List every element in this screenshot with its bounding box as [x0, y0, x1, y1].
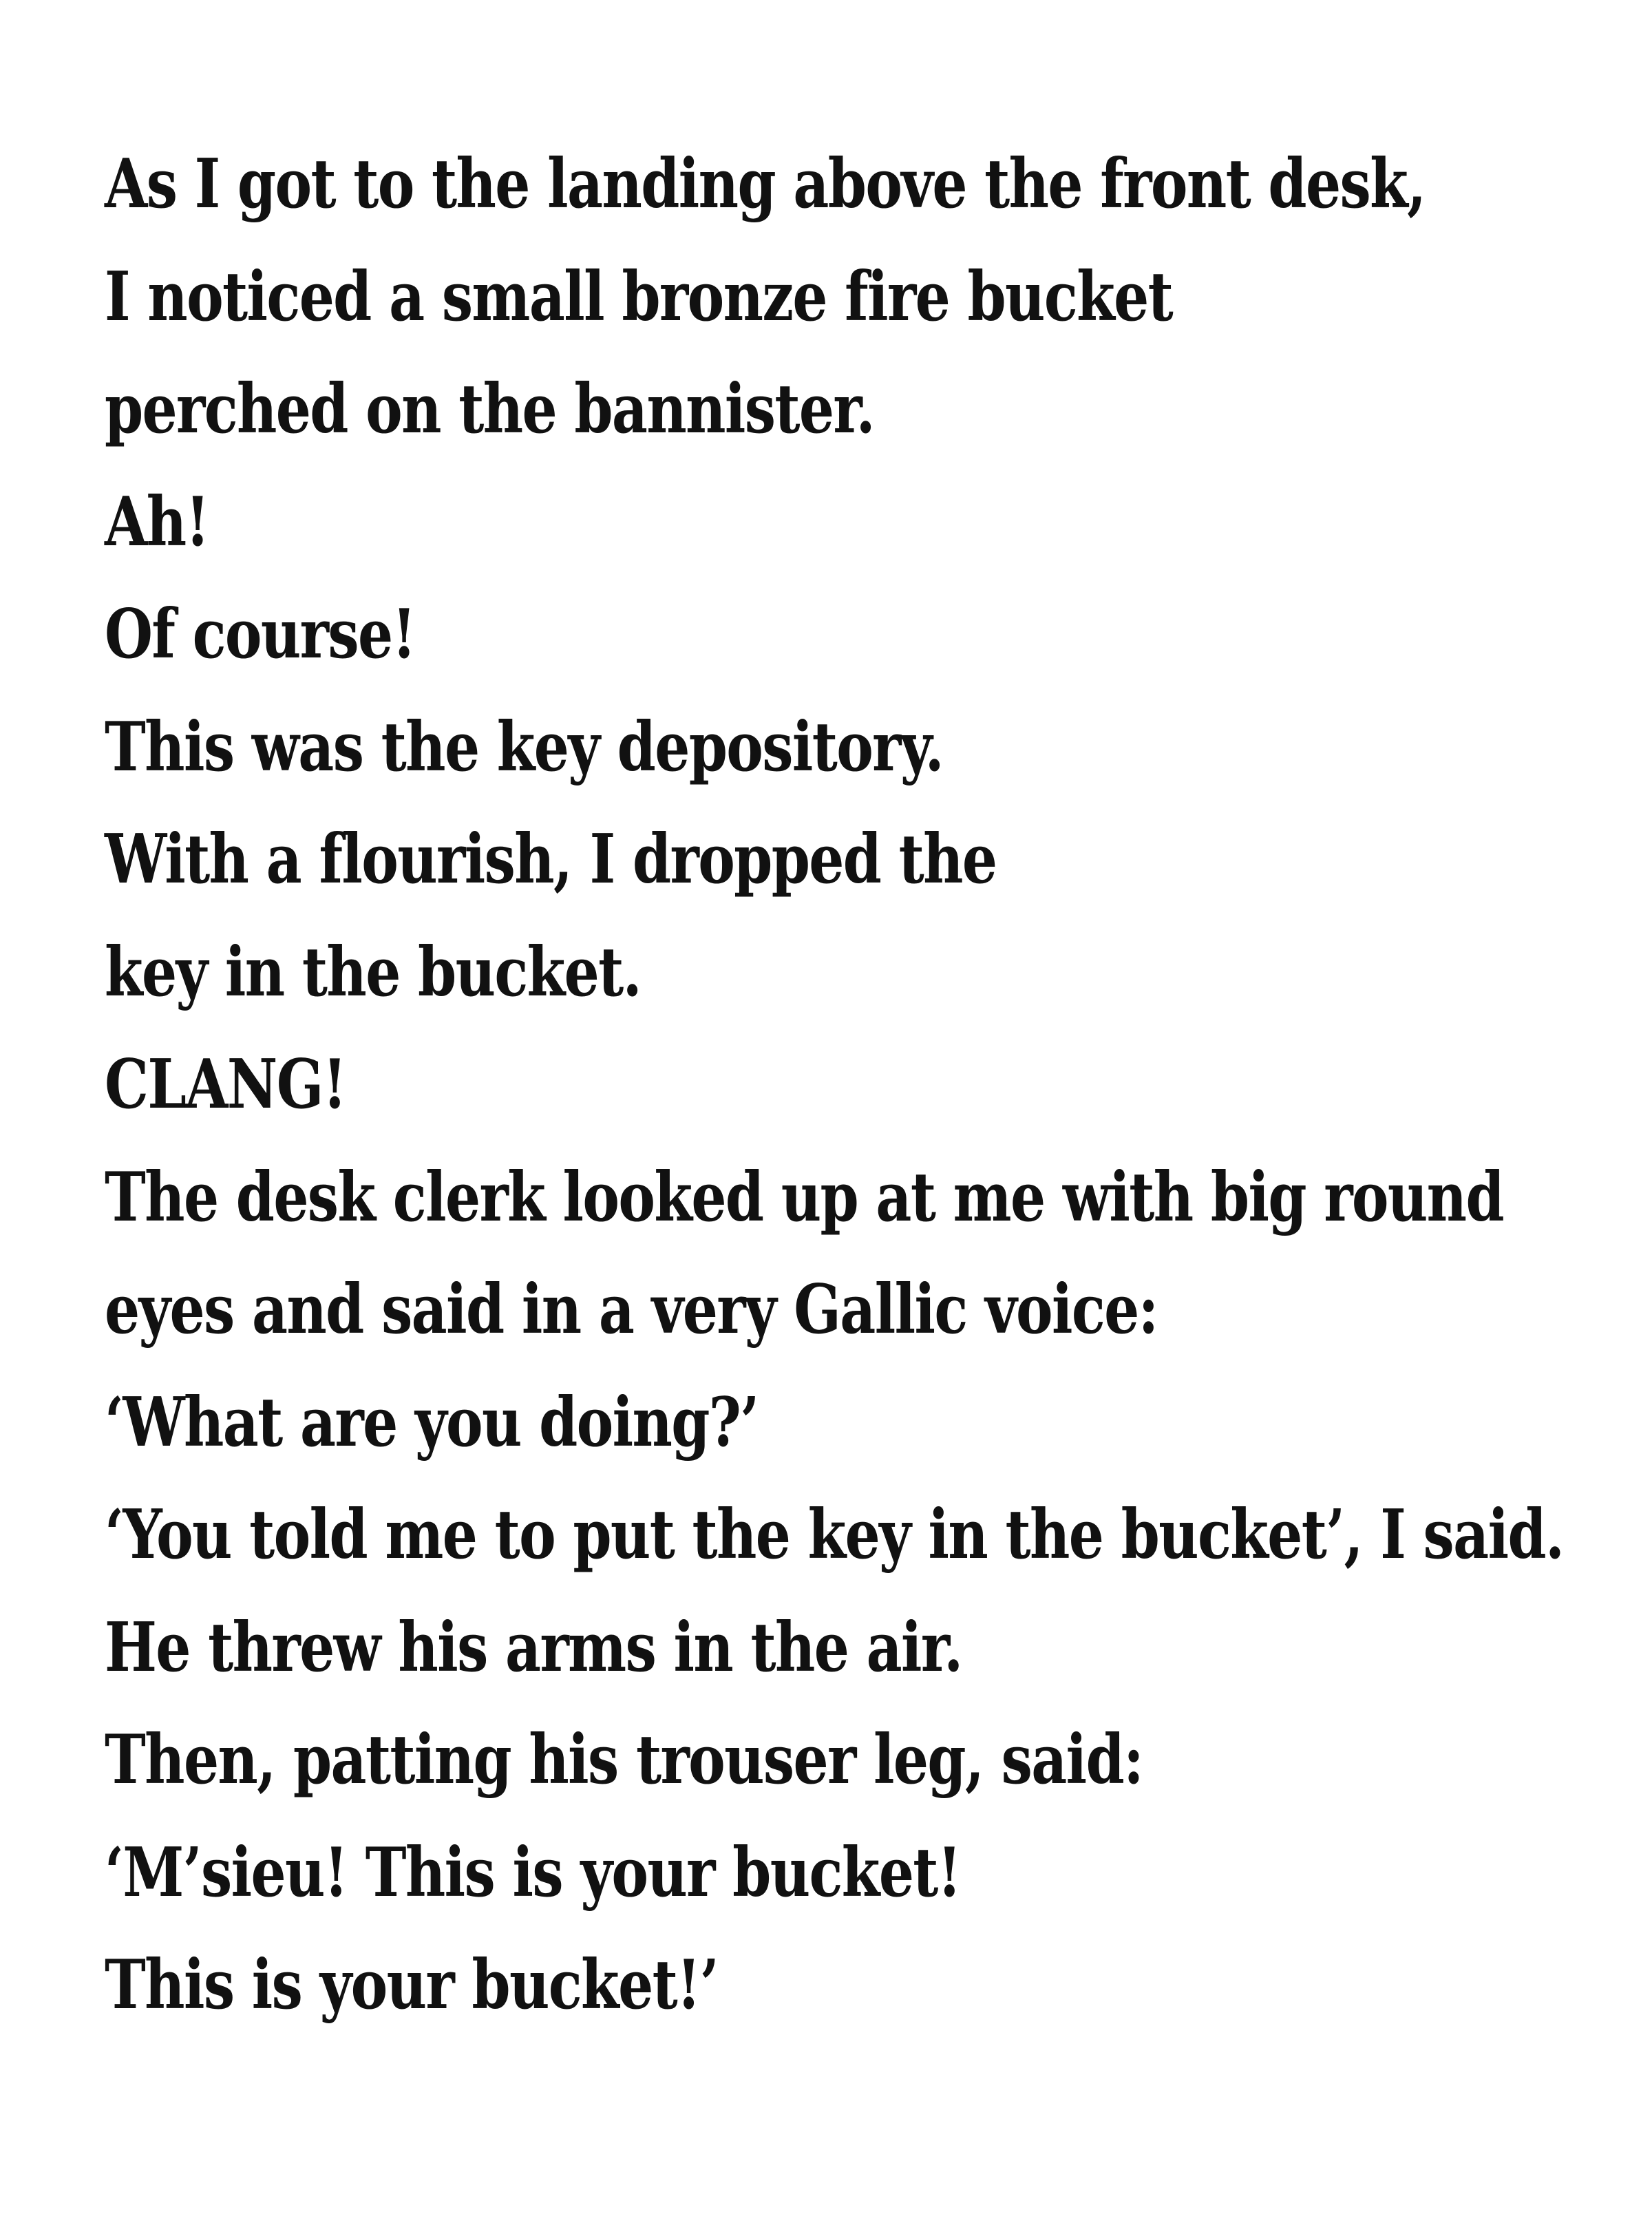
text-line: This was the key depository.: [105, 707, 944, 787]
story-text: [105, 128, 1633, 2042]
text-line: Then, patting his trouser leg, said:: [105, 1720, 1143, 1800]
text-line: Ah!: [105, 482, 209, 562]
text-line: Of course!: [105, 595, 416, 674]
text-line: The desk clerk looked up at me with big round: [105, 1157, 1504, 1237]
text-line: ‘M’sieu! This is your bucket!: [105, 1833, 961, 1912]
text-line: He threw his arms in the air.: [105, 1607, 962, 1687]
text-line: This is your bucket!’: [105, 1945, 719, 2025]
text-line: CLANG!: [105, 1045, 346, 1124]
text-line: ‘You told me to put the key in the bucket’, I said.: [105, 1495, 1564, 1574]
text-line: key in the bucket.: [105, 932, 641, 1012]
text-line: ‘What are you doing?’: [105, 1382, 759, 1462]
text-line: As I got to the landing above the front desk,: [105, 145, 1426, 224]
text-line: eyes and said in a very Gallic voice:: [105, 1270, 1158, 1349]
text-line: perched on the bannister.: [105, 370, 875, 449]
text-line: With a flourish, I dropped the: [105, 820, 997, 899]
text-line: I noticed a small bronze fire bucket: [105, 257, 1173, 337]
